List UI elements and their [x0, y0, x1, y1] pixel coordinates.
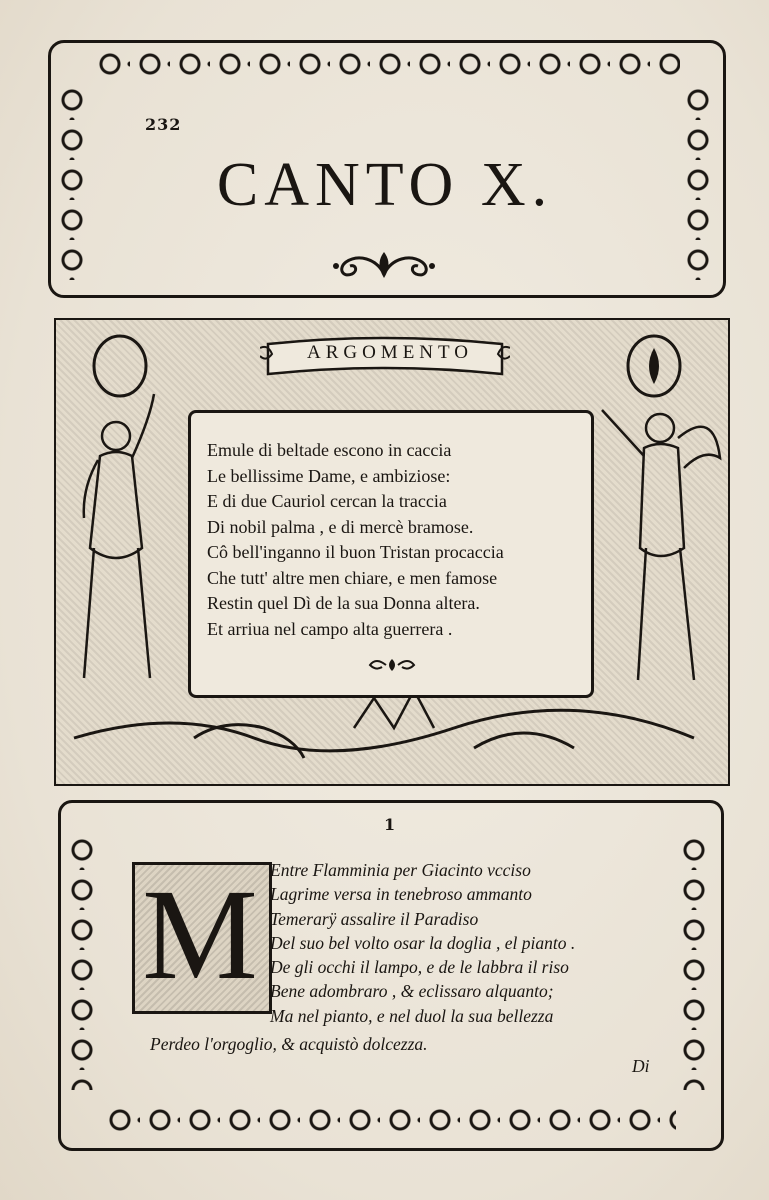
stanza-number: 1	[384, 815, 396, 834]
argument-line: Restin quel Dì de la sua Donna altera.	[207, 593, 480, 613]
argomento-label: ARGOMENTO	[306, 342, 474, 363]
stanza-verses	[270, 858, 575, 1028]
canto-title: CANTO X.	[216, 151, 554, 219]
top-left-border-band	[52, 80, 92, 280]
argument-line: Emule di beltade escono in caccia	[207, 440, 452, 460]
stanza-final-line: Perdeo l'orgoglio, & acquistò dolcezza.	[150, 1034, 428, 1054]
argument-line: Et arriua nel campo alta guerrera .	[207, 618, 453, 639]
bottom-border-band	[100, 1100, 676, 1140]
stanza-line: Lagrime versa in tenebroso ammanto	[270, 884, 532, 905]
decorated-initial: M	[142, 863, 258, 1007]
argument-line: E di due Cauriol cercan la traccia	[207, 491, 447, 511]
stanza-line: Entre Flamminia per Giacinto vcciso	[270, 860, 531, 880]
page-number: 232	[145, 115, 182, 134]
catchword: Di	[632, 1056, 650, 1076]
fleuron-ornament-icon	[328, 244, 440, 284]
top-right-border-band	[678, 80, 718, 280]
argument-line: Cô bell'inganno il buon Tristan procaccia	[207, 542, 504, 562]
argument-line: Che tutt' altre men chiare, e men famose	[207, 567, 498, 588]
stanza-line: Temerarÿ assalire il Paradiso	[270, 908, 479, 929]
top-border-band	[90, 44, 680, 84]
argument-line: Le bellissime Dame, e ambiziose:	[207, 465, 451, 486]
argument-verses	[207, 438, 587, 642]
stanza-line: Bene adombraro , & eclissaro alquanto;	[270, 981, 554, 1002]
bottom-left-border-band	[62, 830, 102, 1090]
stanza-line: De gli occhi il lampo, e de le labbra il riso	[270, 957, 569, 978]
bottom-right-border-band	[674, 830, 714, 1090]
stanza-line: Del suo bel volto osar la doglia , el pianto .	[270, 932, 576, 953]
small-fleuron-icon	[366, 655, 418, 675]
stanza-line: Ma nel pianto, e nel duol la sua bellezza	[270, 1005, 554, 1026]
argument-line: Di nobil palma , e di mercè bramose.	[207, 516, 474, 537]
